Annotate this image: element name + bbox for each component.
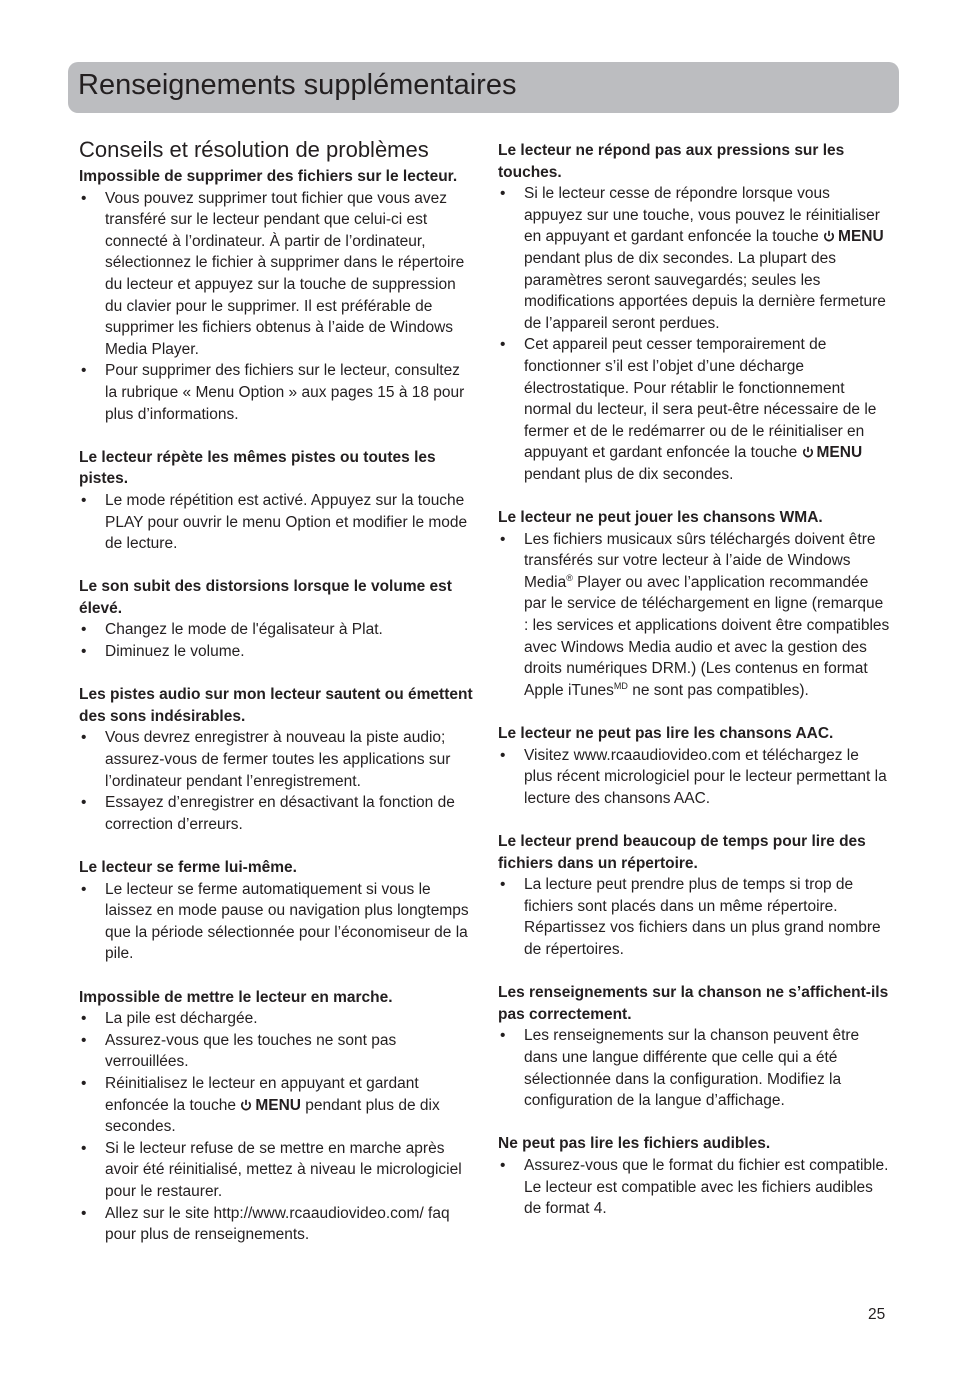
list-item: • Pour supprimer des fichiers sur le lecteur, consultez la rubrique « Menu Option » aux pages 15 à 18 pour plus d’informations.	[79, 360, 475, 425]
section-title: Conseils et résolution de problèmes	[79, 137, 429, 162]
faq-item-repeat	[79, 447, 475, 555]
menu-key-label: MENU	[255, 1096, 301, 1114]
text-fragment: Si le lecteur cesse de répondre lorsque vous appuyez sur une touche, vous pouvez le réinitialiser en appuyant et gardant enfoncée la touche	[524, 185, 880, 246]
menu-key-label: MENU	[838, 228, 884, 246]
header-bar	[68, 62, 899, 113]
power-icon	[240, 1099, 252, 1111]
list-item: • Diminuez le volume.	[79, 641, 475, 663]
list-item	[498, 334, 890, 485]
faq-heading: Le lecteur ne répond pas aux pressions sur les touches.	[498, 142, 845, 181]
text-fragment: Les fichiers musicaux sûrs téléchargés doivent être transférés sur votre lecteur à l’aide de Windows Media	[524, 530, 876, 591]
menu-key	[240, 1097, 301, 1114]
page-number: 25	[868, 1306, 886, 1323]
faq-item-unresponsive	[498, 140, 890, 486]
list-item: • Assurez-vous que le format du fichier est compatible. Le lecteur est compatible avec les fichiers audibles de format 4.	[498, 1155, 890, 1220]
bullet-list	[498, 874, 890, 960]
bullet-list	[79, 490, 475, 555]
bullet-list	[498, 183, 890, 485]
bullet-list	[498, 745, 890, 810]
faq-item-auto-shutdown	[79, 857, 475, 965]
power-icon	[802, 446, 814, 458]
text-fragment: Player ou avec l’application recommandée par le service de téléchargement en ligne (remarque : les services et applications doivent être compatibles avec Windows Media audio et avec la gestion des droits numériques DRM.) (Les contenus en format Apple iTunes	[524, 573, 890, 699]
faq-heading: Le lecteur répète les mêmes pistes ou toutes les pistes.	[79, 448, 436, 488]
faq-heading: Le son subit des distorsions lorsque le volume est élevé.	[79, 578, 452, 617]
faq-heading: Ne peut pas lire les fichiers audibles.	[498, 1135, 771, 1153]
menu-key	[802, 444, 863, 461]
list-item: • Changez le mode de l'égalisateur à Plat.	[79, 619, 475, 641]
text-fragment: ne sont pas compatibles).	[627, 681, 809, 699]
bullet-list	[79, 727, 475, 835]
bullet-list	[79, 1008, 475, 1246]
list-item	[498, 183, 890, 334]
faq-item-slow-directory	[498, 831, 890, 961]
menu-key	[823, 228, 884, 245]
faq-item-aac	[498, 723, 890, 809]
faq-item-wma	[498, 507, 890, 701]
list-item: • Si le lecteur refuse de se mettre en marche après avoir été réinitialisé, mettez à niveau le micrologiciel pour le restaurer.	[79, 1138, 475, 1203]
trademark-superscript: MD	[613, 680, 628, 691]
list-item: • Vous devrez enregistrer à nouveau la piste audio; assurez-vous de fermer toutes les applications sur l’ordinateur pendant l’enregistrement.	[79, 727, 475, 792]
list-item: • Les renseignements sur la chanson peuvent être dans une langue différente que celle qui a été sélectionnée dans la configuration. Modifiez la configuration de la langue d’affichage.	[498, 1025, 890, 1111]
faq-item-delete-files	[79, 166, 475, 425]
bullet-list	[498, 1155, 890, 1220]
list-item: • Le lecteur se ferme automatiquement si vous le laissez en mode pause ou navigation plus longtemps que la période sélectionnée pour l’économiseur de la pile.	[79, 879, 475, 965]
faq-heading: Le lecteur prend beaucoup de temps pour lire des fichiers dans un répertoire.	[498, 833, 866, 872]
faq-heading: Les pistes audio sur mon lecteur sautent ou émettent des sons indésirables.	[79, 686, 473, 725]
bullet-list	[79, 879, 475, 965]
bullet-list	[498, 529, 890, 702]
list-item	[498, 529, 890, 702]
text-fragment: Réinitialisez le lecteur en appuyant et gardant enfoncée la touche	[105, 1074, 419, 1114]
list-item: • Allez sur le site http://www.rcaaudiovideo.com/ faq pour plus de renseignements.	[79, 1203, 475, 1246]
list-item: • Vous pouvez supprimer tout fichier que vous avez transféré sur le lecteur pendant que celui-ci est connecté à l’ordinateur. À partir de l’ordinateur, sélectionnez le fichier à supprimer dans le répertoire du lecteur et appuyez sur la touche de suppression du clavier pour le supprimer. Il est préférable de supprimer les fichiers obtenus à l’aide de Windows Media Player.	[79, 188, 475, 361]
list-item: • La lecture peut prendre plus de temps si trop de fichiers sont placés dans un même répertoire. Répartissez vos fichiers dans un plus grand nombre de répertoires.	[498, 874, 890, 960]
faq-heading: Le lecteur ne peut jouer les chansons WMA.	[498, 509, 823, 527]
faq-heading: Impossible de supprimer des fichiers sur le lecteur.	[79, 168, 458, 185]
text-fragment: pendant plus de dix secondes.	[105, 1096, 440, 1136]
text-fragment: Cet appareil peut cesser temporairement de fonctionner s’il est l’objet d’une décharge électrostatique. Pour rétablir le fonctionnement normal du lecteur, il sera peut-être nécessaire de le fermer et de le redémarrer ou de le réinitialiser en appuyant et gardant enfoncée la touche	[524, 336, 877, 462]
faq-item-skipping	[79, 684, 475, 835]
faq-heading: Impossible de mettre le lecteur en marche.	[79, 988, 393, 1006]
power-icon	[823, 230, 835, 242]
faq-heading: Le lecteur ne peut pas lire les chansons AAC.	[498, 725, 834, 743]
bullet-list	[498, 1025, 890, 1111]
list-item: • Visitez www.rcaaudiovideo.com et téléchargez le plus récent micrologiciel pour le lecteur permettant la lecture des chansons AAC.	[498, 745, 890, 810]
text-fragment: pendant plus de dix secondes.	[524, 465, 734, 483]
bullet-list	[79, 619, 475, 662]
list-item: • Essayez d’enregistrer en désactivant la fonction de correction d’erreurs.	[79, 792, 475, 835]
list-item: • La pile est déchargée.	[79, 1008, 475, 1030]
faq-item-distortion	[79, 576, 475, 662]
page-title: Renseignements supplémentaires	[78, 69, 517, 101]
right-column	[498, 140, 890, 1241]
list-item: • Assurez-vous que les touches ne sont pas verrouillées.	[79, 1030, 475, 1073]
faq-item-song-info	[498, 982, 890, 1112]
faq-heading: Le lecteur se ferme lui-même.	[79, 859, 297, 876]
list-item	[79, 1073, 475, 1138]
faq-item-audible	[498, 1133, 890, 1219]
text-fragment: pendant plus de dix secondes. La plupart des paramètres seront sauvegardés; seules les modifications apportées depuis la dernière fermeture de l’appareil seront perdues.	[524, 249, 886, 332]
list-item: • Le mode répétition est activé. Appuyez sur la touche PLAY pour ouvrir le menu Option et modifier le mode de lecture.	[79, 490, 475, 555]
left-column	[79, 136, 475, 1267]
faq-heading: Les renseignements sur la chanson ne s’affichent-ils pas correctement.	[498, 984, 889, 1023]
faq-item-power-on	[79, 987, 475, 1246]
menu-key-label: MENU	[816, 444, 863, 462]
registered-mark: ®	[566, 572, 573, 583]
bullet-list	[79, 188, 475, 426]
